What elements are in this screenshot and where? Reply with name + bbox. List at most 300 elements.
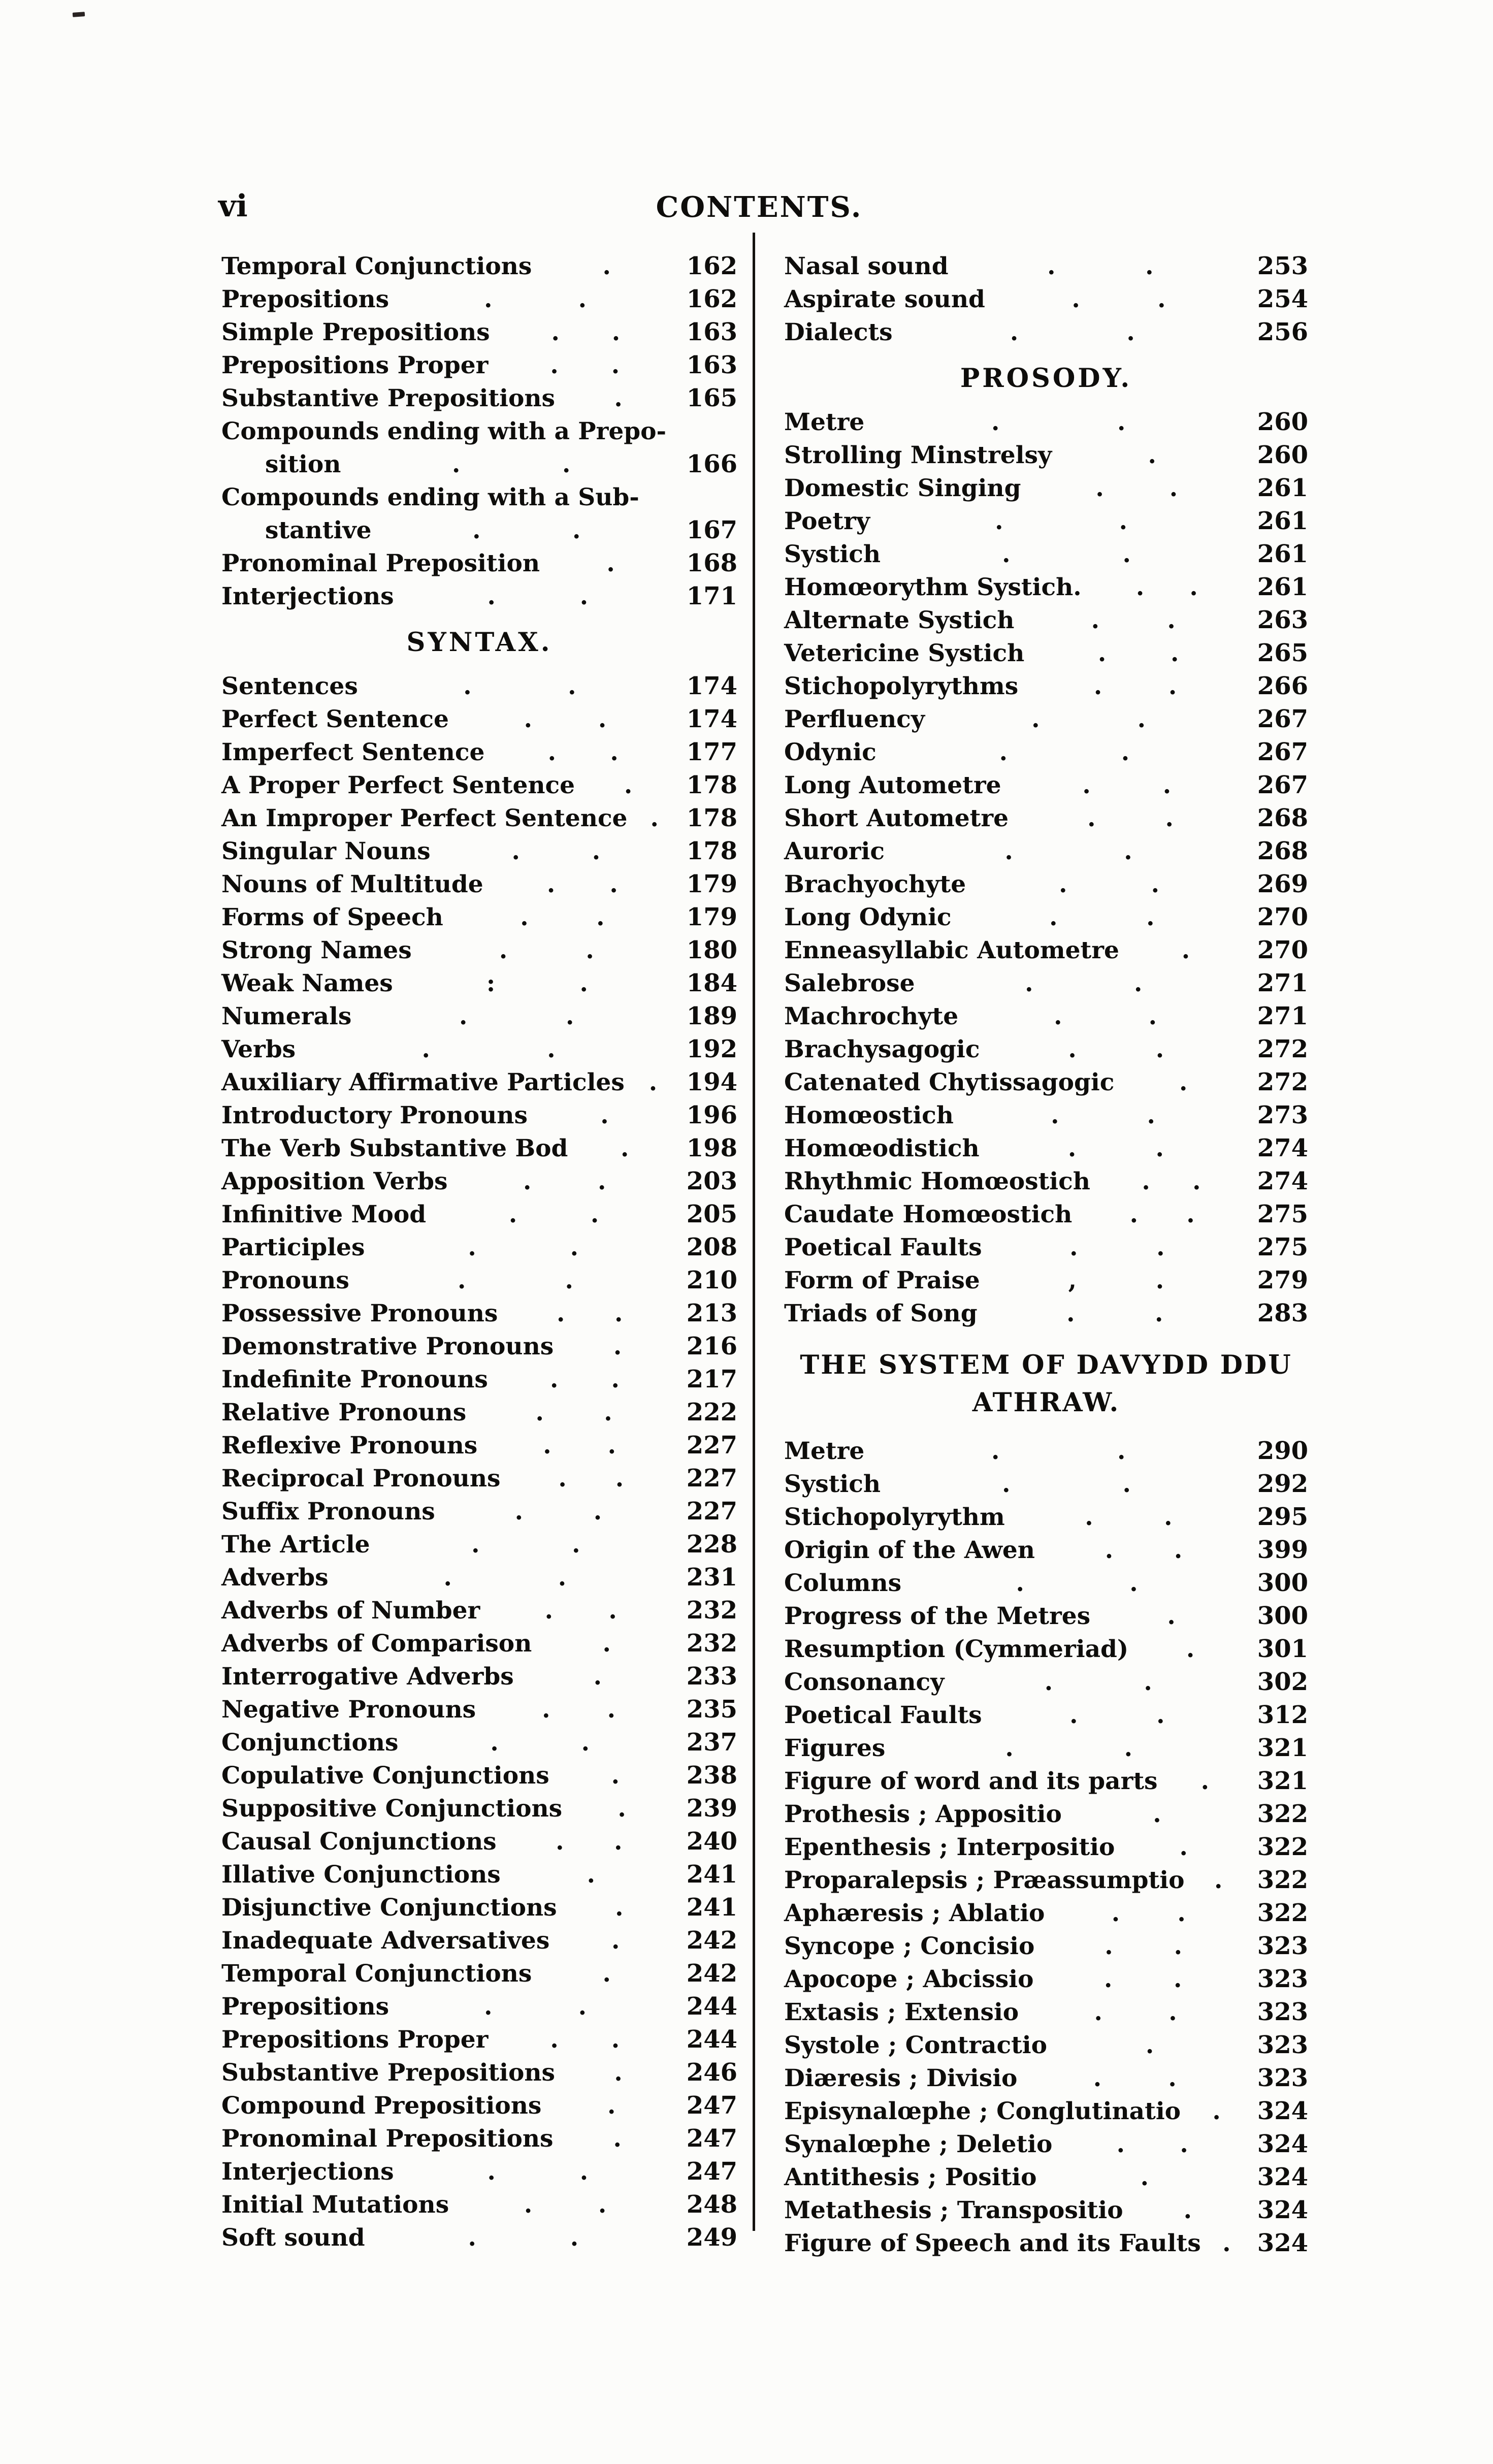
toc-entry-page: 271 [1257, 969, 1308, 997]
leader-dot: . [1093, 672, 1102, 700]
toc-entry-page: 269 [1257, 870, 1308, 898]
leader-dot: . [1151, 870, 1159, 898]
toc-entry [221, 448, 737, 481]
toc-entry-page: 279 [1257, 1266, 1308, 1294]
leader-dot: . [1044, 1668, 1053, 1696]
leader-dot: . [1105, 1932, 1113, 1960]
leader-dot: . [1157, 285, 1166, 313]
toc-entry-page: 300 [1257, 1569, 1308, 1597]
leader-dots [412, 934, 677, 967]
leader-dots [555, 2056, 677, 2089]
leader-dot: . [572, 1531, 580, 1559]
toc-entry-page: 247 [686, 2091, 737, 2120]
toc-entry-label: Domestic Singing [784, 474, 1021, 502]
leader-dots [1123, 2194, 1248, 2227]
leader-dot: . [1167, 606, 1176, 634]
toc-entry [784, 472, 1308, 505]
leader-dots [528, 1099, 677, 1132]
toc-entry [221, 934, 737, 967]
leader-dot: . [1091, 606, 1100, 634]
toc-entry [784, 1435, 1308, 1468]
leader-dot: . [611, 1927, 620, 1955]
toc-entry-page: 399 [1257, 1536, 1308, 1564]
toc-entry [221, 1231, 737, 1264]
leader-dots [393, 967, 677, 1000]
leader-dot: . [1122, 1470, 1131, 1498]
leader-dot: . [1119, 507, 1127, 535]
toc-entry-label: Compound Prepositions [221, 2092, 542, 2120]
toc-entry-label: Poetical Faults [784, 1701, 982, 1729]
toc-entry-label: Diæresis ; Divisio [784, 2064, 1018, 2092]
leader-dot: . [487, 582, 496, 610]
leader-dot: . [1155, 1134, 1164, 1162]
section-heading: PROSODY. [960, 363, 1132, 394]
leader-dot: . [592, 837, 601, 865]
leader-dot: . [544, 1597, 553, 1625]
leader-dots [370, 1528, 677, 1561]
leader-dot: . [459, 1002, 468, 1030]
leader-dot: . [1180, 2130, 1188, 2158]
toc-entry [221, 1660, 737, 1693]
leader-dot: . [546, 870, 556, 898]
toc-entry-label: Resumption (Cymmeriad) [784, 1635, 1129, 1663]
leader-dots [1072, 1198, 1248, 1231]
toc-entry [221, 1957, 737, 1990]
toc-entry [784, 1198, 1308, 1231]
leader-dots [985, 283, 1248, 316]
leader-dot: . [1025, 969, 1033, 997]
leader-dot: . [535, 1399, 544, 1426]
toc-entry-label: Illative Conjunctions [221, 1861, 501, 1889]
leader-dot: . [1155, 1035, 1164, 1063]
leader-dot: . [1047, 252, 1056, 280]
leader-dots [553, 2122, 677, 2155]
leader-dots [449, 703, 677, 736]
toc-entry-page: 162 [686, 252, 737, 280]
leader-dots [978, 1297, 1248, 1330]
toc-entry-label: Nouns of Multitude [221, 870, 483, 898]
toc-entry [784, 283, 1308, 316]
leader-dots [365, 1231, 677, 1264]
toc-entry-label: Inadequate Adversatives [221, 1927, 550, 1955]
toc-entry-page: 239 [686, 1794, 737, 1823]
toc-entry-label: Forms of Speech [221, 903, 443, 931]
toc-entry-page: 184 [686, 969, 737, 997]
toc-entry-label: Adverbs of Number [221, 1597, 480, 1625]
toc-entry-page: 292 [1257, 1470, 1308, 1498]
leader-dot: . [1002, 1470, 1011, 1498]
leader-dot: . [570, 2224, 579, 2252]
leader-dot: . [602, 1630, 611, 1658]
leader-dot: . [523, 1168, 532, 1195]
leader-dots [885, 1732, 1248, 1765]
leader-dots [1001, 769, 1249, 802]
toc-entry [784, 802, 1308, 835]
leader-dot: . [472, 516, 481, 544]
leader-dots [864, 1435, 1248, 1468]
toc-entry [221, 1792, 737, 1825]
leader-dot: . [1148, 441, 1156, 469]
toc-entry-page: 324 [1257, 2163, 1308, 2191]
toc-entry-page: 227 [686, 1464, 737, 1493]
section-heading-line: ATHRAW. [972, 1387, 1120, 1418]
toc-entry-label: Extasis ; Extensio [784, 1998, 1019, 2026]
toc-entry-label: Pronouns [221, 1267, 349, 1294]
toc-entry-label: Simple Prepositions [221, 318, 490, 346]
toc-entry-label: Brachyochyte [784, 870, 966, 898]
toc-entry [784, 1600, 1308, 1633]
toc-entry-page: 228 [686, 1530, 737, 1559]
toc-entry-page: 203 [686, 1167, 737, 1195]
leader-dots [532, 1627, 677, 1660]
toc-entry-label: Syncope ; Concisio [784, 1932, 1035, 1960]
leader-dots [958, 1000, 1248, 1033]
leader-dot: : [486, 969, 496, 997]
toc-entry [221, 1363, 737, 1396]
leader-dots [296, 1033, 677, 1066]
toc-entry-label: Suffix Pronouns [221, 1498, 435, 1526]
leader-dot: . [581, 1729, 590, 1757]
toc-entry [221, 1033, 737, 1066]
toc-entry [784, 1633, 1308, 1666]
toc-entry [221, 2089, 737, 2122]
toc-entry-page: 321 [1257, 1767, 1308, 1795]
toc-entry-label: Copulative Conjunctions [221, 1762, 549, 1790]
toc-entry-label: Columns [784, 1569, 902, 1597]
toc-entry-label: Compounds ending with a Sub- [221, 483, 639, 511]
leader-dot: . [1072, 285, 1080, 313]
toc-entry-page: 171 [686, 582, 737, 610]
leader-dots [954, 1099, 1248, 1132]
leader-dot: . [421, 1035, 430, 1063]
leader-dot: . [1181, 936, 1190, 964]
leader-dot: . [1134, 969, 1143, 997]
leader-dot: . [511, 837, 520, 865]
toc-entry-label: Metathesis ; Transpositio [784, 2196, 1123, 2224]
toc-entry-label: Triads of Song [784, 1300, 978, 1327]
toc-entry-label: Rhythmic Homœostich [784, 1168, 1090, 1195]
toc-entry [221, 415, 737, 448]
toc-entry-label: Homœostich [784, 1101, 954, 1129]
toc-entry-page: 217 [686, 1365, 737, 1393]
toc-entry-page: 267 [1257, 771, 1308, 799]
leader-dots [555, 382, 677, 415]
toc-entry-label: Perfect Sentence [221, 705, 449, 733]
toc-entry [221, 835, 737, 868]
toc-entry-label: Systich [784, 1470, 881, 1498]
toc-entry-label: Soft sound [221, 2224, 365, 2252]
leader-dots [1119, 934, 1248, 967]
toc-entry-label: Adverbs [221, 1564, 329, 1592]
leader-dot: . [614, 1300, 623, 1327]
leader-dot: . [1085, 1503, 1093, 1531]
toc-entry [221, 1132, 737, 1165]
toc-entry-page: 261 [1257, 540, 1308, 568]
toc-entry-label: Strolling Minstrelsy [784, 441, 1052, 469]
toc-entry-page: 302 [1257, 1668, 1308, 1696]
toc-entry [221, 1000, 737, 1033]
toc-entry-label: The Verb Substantive Bod [221, 1134, 568, 1162]
toc-entry-label: Prepositions Proper [221, 351, 489, 379]
leader-dots [980, 1264, 1248, 1297]
toc-entry-page: 322 [1257, 1866, 1308, 1894]
toc-entry-page: 261 [1257, 474, 1308, 502]
toc-entry-page: 244 [686, 2025, 737, 2054]
toc-entry [221, 1594, 737, 1627]
toc-entry-page: 178 [686, 771, 737, 799]
toc-entry-label: Proparalepsis ; Præassumptio [784, 1866, 1185, 1894]
toc-column-left [221, 250, 737, 2254]
toc-entry [784, 2128, 1308, 2161]
leader-dot: . [1174, 1965, 1182, 1993]
toc-entry-label: Prepositions Proper [221, 2026, 489, 2054]
leader-dot: . [1165, 804, 1174, 832]
leader-dots [1037, 2161, 1249, 2194]
leader-dots [1128, 1633, 1248, 1666]
toc-entry [784, 1567, 1308, 1600]
toc-entry-page: 261 [1257, 573, 1308, 601]
toc-entry-page: 274 [1257, 1167, 1308, 1195]
toc-entry-label: Disjunctive Conjunctions [221, 1894, 557, 1922]
leader-dot: . [558, 1465, 567, 1493]
leader-dots [365, 2221, 677, 2254]
toc-entry-label: Suppositive Conjunctions [221, 1795, 563, 1823]
toc-entry [221, 1066, 737, 1099]
leader-dot: . [1179, 1833, 1188, 1861]
leader-dot: . [1174, 1932, 1183, 1960]
toc-entry [784, 1699, 1308, 1732]
leader-dot: . [608, 1597, 617, 1625]
toc-entry [221, 1495, 737, 1528]
toc-entry-page: 241 [686, 1860, 737, 1889]
toc-entry [784, 1000, 1308, 1033]
toc-entry [221, 1858, 737, 1891]
leader-dot: . [468, 2224, 476, 2252]
toc-entry [221, 514, 737, 547]
toc-entry [221, 2188, 737, 2221]
toc-entry [784, 505, 1308, 538]
leader-dot: . [1105, 1536, 1114, 1564]
toc-entry-label: Alternate Systich [784, 606, 1015, 634]
toc-entry-label: Metre [784, 408, 865, 436]
leader-dots [1062, 1798, 1248, 1831]
leader-dot: . [615, 1465, 624, 1493]
toc-entry-page: 254 [1257, 285, 1308, 313]
leader-dot: . [1145, 2031, 1154, 2059]
toc-entry-page: 256 [1257, 318, 1308, 346]
leader-dot: . [602, 1960, 611, 1988]
leader-dots [952, 901, 1248, 934]
leader-dot: . [1104, 1965, 1113, 1993]
leader-dot: . [508, 1201, 517, 1228]
toc-entry [221, 382, 737, 415]
toc-entry-label: Conjunctions [221, 1729, 399, 1757]
leader-dots [372, 514, 677, 547]
toc-entry-page: 295 [1257, 1503, 1308, 1531]
toc-entry-page: 260 [1257, 441, 1308, 469]
toc-entry [784, 1666, 1308, 1699]
leader-dots [901, 1567, 1248, 1600]
leader-dots [554, 1330, 677, 1363]
toc-entry-page: 179 [686, 870, 737, 898]
toc-entry-label: Apocope ; Abcissio [784, 1965, 1034, 1993]
leader-dots [477, 1429, 677, 1462]
toc-entry [784, 1765, 1308, 1798]
leader-dots [394, 580, 677, 613]
leader-dot: . [1002, 540, 1011, 568]
leader-dot: . [614, 384, 623, 412]
leader-dot: . [607, 2092, 616, 2120]
leader-dot: . [1169, 1998, 1177, 2026]
leader-dots [1047, 2029, 1248, 2062]
leader-dot: . [1137, 705, 1146, 733]
leader-dot: . [543, 1432, 551, 1460]
toc-entry-label: Long Autometre [784, 771, 1001, 799]
leader-dots [980, 1132, 1248, 1165]
toc-entry [221, 2155, 737, 2188]
toc-entry-label: sition [265, 450, 341, 478]
leader-dot: . [1093, 2064, 1102, 2092]
toc-entry-label: Figure of word and its parts [784, 1767, 1158, 1795]
leader-dot: . [471, 1531, 480, 1559]
toc-entry-label: Negative Pronouns [221, 1696, 476, 1724]
toc-entry-page: 179 [686, 903, 737, 931]
section-heading: SYNTAX. [406, 627, 553, 658]
leader-dot: . [991, 408, 1000, 436]
toc-entry [784, 2095, 1308, 2128]
toc-entry [221, 1462, 737, 1495]
leader-dots [1018, 670, 1248, 703]
leader-dots [864, 406, 1248, 439]
toc-entry [784, 1732, 1308, 1765]
leader-dot: . [499, 936, 508, 964]
leader-dot: . [547, 1035, 556, 1063]
toc-entry-label: Stichopolyrythms [784, 672, 1019, 700]
leader-dot: . [609, 870, 618, 898]
leader-dot: . [1129, 1569, 1138, 1597]
leader-dot: . [611, 318, 621, 346]
toc-entry-page: 324 [1257, 2196, 1308, 2224]
toc-entry-page: 323 [1257, 2031, 1308, 2059]
toc-entry-label: Demonstrative Pronouns [221, 1333, 554, 1360]
leader-dots [893, 316, 1248, 349]
toc-entry-label: Stichopolyrythm [784, 1503, 1005, 1531]
leader-dot: . [610, 738, 619, 766]
toc-entry [221, 1165, 737, 1198]
leader-dots [982, 1699, 1248, 1732]
toc-entry-label: Compounds ending with a Prepo- [221, 417, 667, 445]
leader-dot: . [468, 1234, 476, 1261]
toc-entry [784, 1297, 1308, 1330]
leader-dot: . [1212, 2097, 1221, 2125]
leader-dot: . [598, 705, 607, 733]
leader-dots [1014, 604, 1248, 637]
leader-dots [1045, 1897, 1248, 1930]
toc-entry [221, 2221, 737, 2254]
toc-entry [784, 2029, 1308, 2062]
leader-dot: . [586, 936, 594, 964]
toc-entry [221, 349, 737, 382]
toc-entry-label: Long Odynic [784, 903, 952, 931]
toc-entry-page: 163 [686, 351, 737, 379]
toc-entry-page: 205 [686, 1200, 737, 1228]
leader-dot: . [1094, 1998, 1102, 2026]
toc-entry-page: 231 [686, 1563, 737, 1592]
leader-dot: . [484, 1993, 493, 2021]
toc-entry-page: 271 [1257, 1002, 1308, 1030]
toc-entry-page: 247 [686, 2124, 737, 2153]
toc-entry-page: 324 [1257, 2097, 1308, 2125]
toc-entry-page: 267 [1257, 738, 1308, 766]
toc-entry [221, 580, 737, 613]
leader-dot: . [579, 969, 588, 997]
toc-entry-page: 163 [686, 318, 737, 346]
leader-dots [484, 736, 677, 769]
leader-dot: . [650, 804, 659, 832]
toc-entry-label: Antithesis ; Positio [784, 2163, 1037, 2191]
leader-dots [488, 2023, 677, 2056]
toc-entry-label: Pronominal Preposition [221, 549, 540, 577]
leader-dot: . [590, 1201, 599, 1228]
leader-dots [540, 547, 677, 580]
toc-entry-page: 210 [686, 1266, 737, 1294]
toc-entry [784, 1231, 1308, 1264]
toc-entry [784, 439, 1308, 472]
leader-dot: . [1116, 2130, 1125, 2158]
toc-entry-page: 242 [686, 1959, 737, 1988]
toc-entry [784, 2062, 1308, 2095]
toc-entry-page: 238 [686, 1761, 737, 1790]
toc-entry [221, 1297, 737, 1330]
toc-entry [221, 967, 737, 1000]
leader-dots [532, 1957, 677, 1990]
toc-entry-page: 174 [686, 705, 737, 733]
leader-dot: . [1189, 573, 1198, 601]
leader-dots [562, 1792, 677, 1825]
leader-dot: . [524, 2191, 533, 2219]
leader-dot: . [1069, 1234, 1078, 1261]
toc-entry-label: Machrochyte [784, 1002, 959, 1030]
toc-entry-page: 321 [1257, 1734, 1308, 1762]
leader-dot: . [556, 1828, 564, 1856]
leader-dot: . [551, 318, 560, 346]
toc-entry-page: 192 [686, 1035, 737, 1063]
toc-entry-page: 178 [686, 837, 737, 865]
leader-dot: . [1059, 870, 1067, 898]
toc-entry [784, 1534, 1308, 1567]
leader-dot: . [598, 1168, 606, 1195]
leader-dot: . [487, 2158, 496, 2186]
toc-entry-label: Verbs [221, 1035, 296, 1063]
toc-entry [221, 481, 737, 514]
leader-dots [500, 1462, 677, 1495]
toc-entry-label: Singular Nouns [221, 837, 431, 865]
leader-dot: . [1179, 1068, 1188, 1096]
toc-entry [221, 283, 737, 316]
leader-dot: . [1121, 738, 1130, 766]
toc-entry-label: Apposition Verbs [221, 1168, 448, 1195]
toc-entry-page: 324 [1257, 2130, 1308, 2158]
leader-dot: . [1155, 1267, 1164, 1294]
toc-entry [221, 736, 737, 769]
leader-dot: . [615, 1894, 624, 1922]
leader-dot: . [570, 1234, 579, 1261]
toc-entry-label: Aphæresis ; Ablatio [784, 1899, 1045, 1927]
toc-entry-label: Numerals [221, 1002, 352, 1030]
toc-entry-page: 162 [686, 285, 737, 313]
page-number-folio: vi [218, 188, 248, 224]
leader-dot: . [443, 1564, 452, 1592]
